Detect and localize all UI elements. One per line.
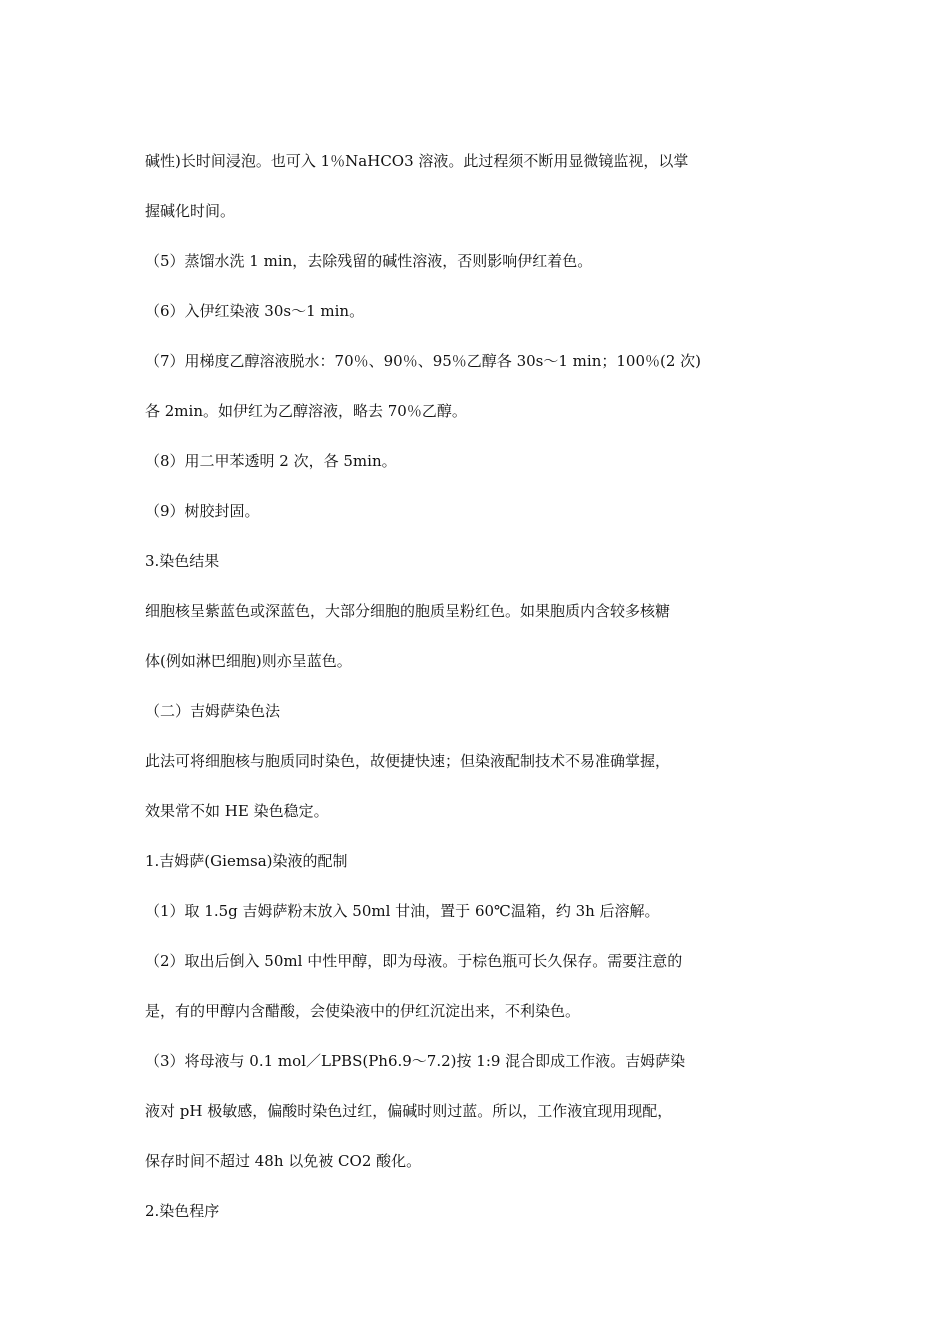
paragraph-line: （9）树胶封固。 [145,502,260,520]
section-heading: 1.吉姆萨(Giemsa)染液的配制 [145,852,348,870]
paragraph-line: 各 2min。如伊红为乙醇溶液，略去 70％乙醇。 [145,402,467,420]
section-heading: 3.染色结果 [145,552,220,570]
document-body [145,147,745,1247]
paragraph-line: 保存时间不超过 48h 以免被 CO2 酸化。 [145,1152,422,1170]
paragraph-line: 体(例如淋巴细胞)则亦呈蓝色。 [145,652,352,670]
paragraph-line: 是，有的甲醇内含醋酸，会使染液中的伊红沉淀出来，不利染色。 [145,1002,581,1020]
paragraph-line: （3）将母液与 0.1 mol／LPBS(Ph6.9～7.2)按 1:9 混合即成工作液。吉姆萨染 [145,1052,686,1070]
paragraph-line: （5）蒸馏水洗 1 min，去除残留的碱性溶液，否则影响伊红着色。 [145,252,593,270]
paragraph-line: （1）取 1.5g 吉姆萨粉末放入 50ml 甘油，置于 60℃温箱，约 3h 后溶解。 [145,902,660,920]
paragraph-line: （7）用梯度乙醇溶液脱水：70％、90％、95％乙醇各 30s～1 min；100％(2 次) [145,352,701,370]
paragraph-line: 效果常不如 HE 染色稳定。 [145,802,329,820]
paragraph-line: （2）取出后倒入 50ml 中性甲醇，即为母液。于棕色瓶可长久保存。需要注意的 [145,952,683,970]
paragraph-line: （6）入伊红染液 30s～1 min。 [145,302,365,320]
paragraph-line: 此法可将细胞核与胞质同时染色，故便捷快速；但染液配制技术不易准确掌握， [145,752,671,770]
paragraph-line: （8）用二甲苯透明 2 次，各 5min。 [145,452,397,470]
section-heading: 2.染色程序 [145,1202,220,1220]
section-heading: （二）吉姆萨染色法 [145,702,281,720]
paragraph-line: 液对 pH 极敏感，偏酸时染色过红，偏碱时则过蓝。所以，工作液宜现用现配， [145,1102,673,1120]
paragraph-line: 碱性)长时间浸泡。也可入 1％NaHCO3 溶液。此过程须不断用显微镜监视，以掌 [145,152,689,170]
paragraph-line: 握碱化时间。 [145,202,236,220]
paragraph-line: 细胞核呈紫蓝色或深蓝色，大部分细胞的胞质呈粉红色。如果胞质内含较多核糖 [145,602,671,620]
